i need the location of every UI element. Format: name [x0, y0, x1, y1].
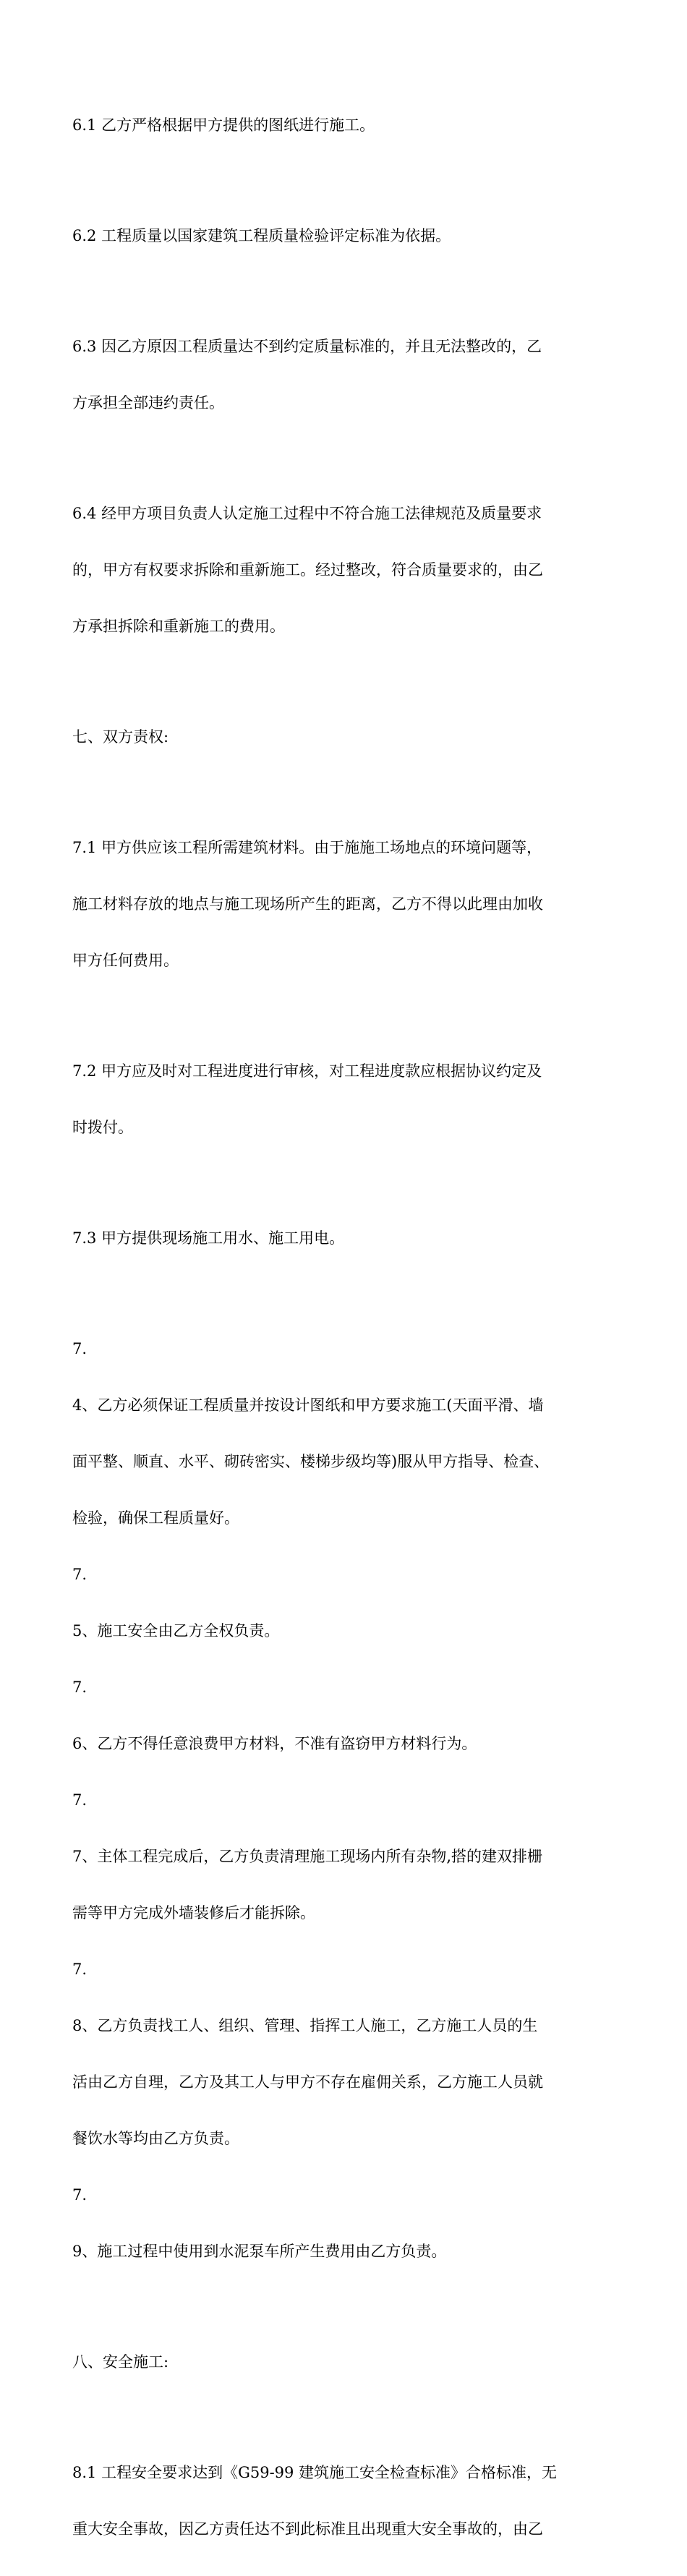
text-line: 7. — [72, 1791, 88, 1809]
text-line: 餐饮水等均由乙方负责。 — [72, 2130, 239, 2147]
text-line: 重大安全事故，因乙方责任达不到此标准且出现重大安全事故的，由乙 — [72, 2520, 543, 2538]
text-line: 9、施工过程中使用到水泥泵车所产生费用由乙方负责。 — [72, 2243, 447, 2260]
document-page — [72, 78, 622, 2576]
text-line: 需等甲方完成外墙装修后才能拆除。 — [72, 1904, 315, 1922]
text-line: 6.3 因乙方原因工程质量达不到约定质量标准的，并且无法整改的，乙 — [72, 338, 542, 355]
text-line: 4、乙方必须保证工程质量并按设计图纸和甲方要求施工(天面平滑、墙 — [72, 1396, 544, 1414]
text-line: 7. — [72, 2186, 88, 2204]
clause-6-2 — [72, 189, 622, 283]
text-line: 施工材料存放的地点与施工现场所产生的距离，乙方不得以此理由加收 — [72, 895, 543, 913]
text-line: 活由乙方自理，乙方及其工人与甲方不存在雇佣关系，乙方施工人员就 — [72, 2073, 543, 2091]
clause-6-1 — [72, 78, 622, 172]
text-line: 时拨付。 — [72, 1119, 133, 1136]
text-line: 7. — [72, 1961, 88, 1978]
section-heading: 七、双方责权: — [72, 728, 169, 746]
clause-6-3 — [72, 299, 622, 450]
clause-7-3 — [72, 1191, 622, 1285]
text-line: 面平整、顺直、水平、砌砖密实、楼梯步级均等)服从甲方指导、检查、 — [72, 1453, 550, 1470]
section-heading-8 — [72, 2315, 622, 2409]
text-line: 6.4 经甲方项目负责人认定施工过程中不符合施工法律规范及质量要求 — [72, 505, 542, 522]
text-line: 7、主体工程完成后，乙方负责清理施工现场内所有杂物,搭的建双排栅 — [72, 1848, 543, 1865]
text-line: 5、施工安全由乙方全权负责。 — [72, 1622, 280, 1639]
clauses-7-4-to-7-9 — [72, 1302, 622, 2298]
text-line: 方承担全部违约责任。 — [72, 394, 224, 411]
clause-6-4 — [72, 466, 622, 673]
text-line: 7. — [72, 1679, 88, 1696]
clause-8-1 — [72, 2426, 622, 2576]
text-line: 7. — [72, 1340, 88, 1357]
text-line: 6、乙方不得任意浪费甲方材料，不准有盗窃甲方材料行为。 — [72, 1735, 477, 1752]
text-line: 8.1 工程安全要求达到《G59-99 建筑施工安全检查标准》合格标准，无 — [72, 2464, 558, 2481]
text-line: 6.1 乙方严格根据甲方提供的图纸进行施工。 — [72, 116, 375, 134]
text-line: 的，甲方有权要求拆除和重新施工。经过整改，符合质量要求的，由乙 — [72, 561, 543, 579]
text-line: 6.2 工程质量以国家建筑工程质量检验评定标准为依据。 — [72, 227, 451, 244]
section-heading-7 — [72, 690, 622, 784]
section-heading: 八、安全施工: — [72, 2353, 169, 2371]
text-line: 检验，确保工程质量好。 — [72, 1509, 239, 1527]
text-line: 7. — [72, 1566, 88, 1583]
text-line: 甲方任何费用。 — [72, 952, 179, 969]
clause-7-1 — [72, 801, 622, 1007]
clause-7-2 — [72, 1024, 622, 1174]
text-line: 7.2 甲方应及时对工程进度进行审核，对工程进度款应根据协议约定及 — [72, 1062, 542, 1080]
text-line: 7.1 甲方供应该工程所需建筑材料。由于施施工场地点的环境问题等， — [72, 839, 542, 856]
text-line: 8、乙方负责找工人、组织、管理、指挥工人施工，乙方施工人员的生 — [72, 2017, 538, 2034]
text-line: 7.3 甲方提供现场施工用水、施工用电。 — [72, 1229, 345, 1247]
text-line: 方承担拆除和重新施工的费用。 — [72, 618, 285, 635]
